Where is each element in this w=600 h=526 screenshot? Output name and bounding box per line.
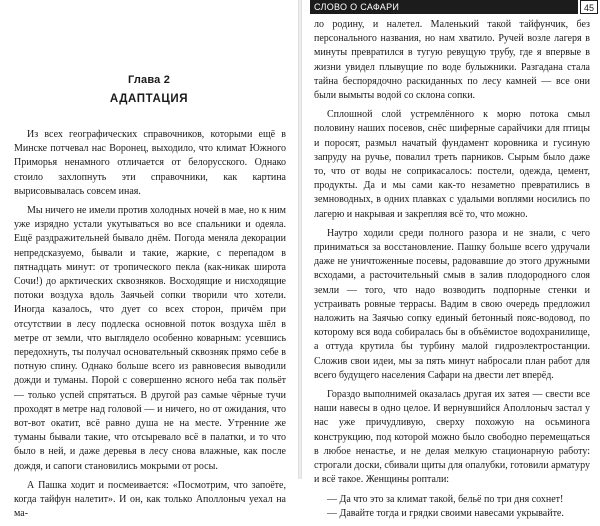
dialog-line: — Да что это за климат такой, бельё по три дня сохнет! xyxy=(327,493,564,505)
chapter-heading xyxy=(0,73,298,107)
running-head: СЛОВО О САФАРИ xyxy=(310,0,578,14)
chapter-number: Глава 2 xyxy=(127,74,171,86)
right-page xyxy=(302,0,600,519)
left-page-text xyxy=(14,128,286,526)
paragraph: А Пашка ходит и посмеивается: «Посмотрим, что запоёте, когда тайфун налетит». И он, как только Аполлоныч уехал на ма- xyxy=(14,479,286,520)
paragraph: Сплошной слой устремлённого к морю потока смыл половину наших посевов, снёс шиферные сарайчики для птицы и поросят, размыл начатый фундамент коровника и гусиную запруду на ручье, повалил треть парников. Сырым было даже то, что от воды не соприкасалось: постели, одежда, цемент, продукты. Да и мы сами как-то незаметно превратились в земноводных, в одних плавках с удалыми воплями носились по лагерю и накрывая и закрепляя всё то, что можно. xyxy=(314,109,590,220)
right-page-text xyxy=(314,18,590,521)
left-page xyxy=(0,0,298,520)
chapter-title: АДАПТАЦИЯ xyxy=(109,93,189,105)
paragraph: Из всех географических справочников, которыми ещё в Минске потчевал нас Воронец, выходило, что климат Южного Приморья ненамного отличается от белорусского. Однако стоило захлопнуть эти справочники, как картина вырисовывалась совсем иная. xyxy=(14,129,286,197)
page-number: 45 xyxy=(580,0,598,14)
paragraph: Мы ничего не имели против холодных ночей в мае, но к ним уже изрядно устали укутываться во все спальники и одеяла. Ещё раздражительней бывало днём. Погода меняла декорации непредсказуемо, бывали и такие, жаркие, с перепадом в пятнадцать минут: от тропического пекла (как-никак широта Сочи!) до арктических сквозняков. Восходящие и нисходящие потоки воздуха вдоль Заячьей сопки творили что хотели. Иногда казалось, что дует со всех сторон, причём при отсутствии в лесу подлеска основной поток воздуха шёл в метре от земли, что выглядело особенно коварным: усевшись передохнуть, ты получал основательный сквозняк прямо себе в потную спину. Однако больше всего из равновесия выводили дожди и туманы. Порой с совершенно ясного неба так польёт — только успей спрятаться. В другой раз самые чёрные тучи проходят в метре над головой — и ничего, но от ожидания, что вот-вот окатит, всё равно душа не на месте. Утренние же туманы бывали такие, что отсыревало всё в палатки, и то что было в ней, и даже деревья в лесу снова влажные, как после дождя, и сапоги становились мокрыми от росы. xyxy=(14,205,286,472)
paragraph: Наутро ходили среди полного разора и не знали, с чего приниматься за восстановление. Пашку больше всего удручали даже не уничтоженные посевы, радовавшие до этого дружными всходами, а расточительный смыв в залив плодородного слоя земли — того, что надо возводить подпорные стенки и устраивать ровные террасы. Вадим в свою очередь предложил наложить на Заячью сопку единый бетонный пояс-водовод, по которому вся вода собиралась бы в объёмистое водохранилище, а оттуда крутила бы турбину малой гидроэлектростанции. Сложив свои идеи, мы за пять минут набросали план работ для всего будущего населения Сафари на двести лет вперёд. xyxy=(314,227,590,381)
dialog-line: — Давайте тогда и грядки своими навесами укрывайте. xyxy=(327,507,564,519)
paragraph: ло родину, и налетел. Маленький такой тайфунчик, без персонального названия, но нам хватило. Ручей возле лагеря в минуты превратился в тугую ревущую трубу, где я впервые в жизни увидел плывущие по воде булыжники. Разгадана стала тайна беспорядочно раскиданных по лесу камней — все они были вымыты водой со склона сопки. xyxy=(314,19,590,102)
paragraph: Гораздо выполнимей оказалась другая их затея — свести все наши навесы в одно целое. И вернувшийся Аполлоныч застал у нас уже причудливую, сверху похожую на осьминога конструкцию, под которой можно было свободно перемещаться в любое ненастье, и не делая мелкую стационарную работу: строгали доски, сбивали щиты для опалубки, готовили арматуру и всё такое. Женщины роптали: xyxy=(314,389,590,486)
